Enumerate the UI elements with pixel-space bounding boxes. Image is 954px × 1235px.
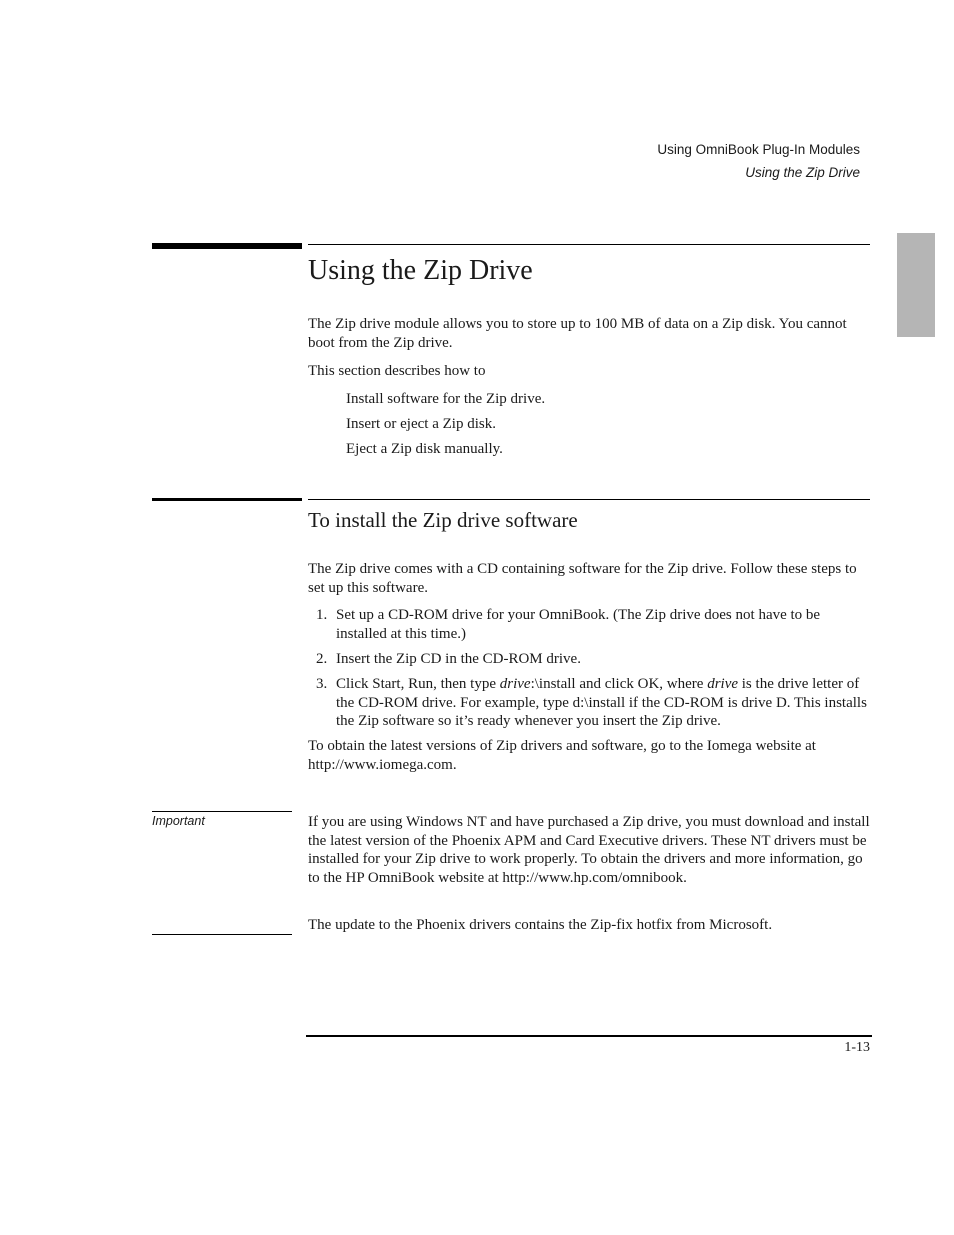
step-text: Set up a CD-ROM drive for your OmniBook. (The Zip drive does not have to be installed at this time.) [336,607,821,642]
running-header-section: Using the Zip Drive [745,165,860,180]
step-number: 3. [316,676,328,692]
step-text: Insert the Zip CD in the CD-ROM drive. [336,651,581,667]
important-bottom-rule [152,934,292,935]
running-header-chapter: Using OmniBook Plug-In Modules [657,142,860,157]
important-top-rule [152,811,292,812]
subsection-marker-bar [152,498,302,501]
step-text: Click Start, Run, then type drive:\install and click OK, where drive is the drive letter of the CD-ROM drive. For example, type d:\install if the CD-ROM is drive D. This installs the Zip software so it’s ready whenever you insert the Zip drive. [336,676,867,730]
section-marker-bar [152,243,302,249]
page-title: Using the Zip Drive [308,255,533,286]
list-item: Insert or eject a Zip disk. [346,416,496,432]
subsection-title: To install the Zip drive software [308,508,578,532]
important-note: The update to the Phoenix drivers contains the Zip-fix hotfix from Microsoft. [308,917,773,933]
outro-paragraph: To obtain the latest versions of Zip drivers and software, go to the Iomega website at http://www.iomega.com. [308,738,816,773]
intro-paragraph: The Zip drive module allows you to store up to 100 MB of data on a Zip disk. You cannot boot from the Zip drive. [308,316,847,351]
section-rule [308,244,870,245]
important-label: Important [152,814,205,828]
step-number: 1. [316,607,328,623]
page-number: 1-13 [844,1040,870,1055]
step-number: 2. [316,651,328,667]
important-paragraph: If you are using Windows NT and have purchased a Zip drive, you must download and install the latest version of the Phoenix APM and Card Executive drivers. These NT drivers must be installed for your Zip drive to work properly. To obtain the drivers and more information, go to the HP OmniBook website at http://www.hp.com/omnibook. [308,814,870,886]
subsection-rule [308,499,870,500]
describes-paragraph: This section describes how to [308,363,486,379]
list-item: Eject a Zip disk manually. [346,441,503,457]
chapter-thumb-tab [897,233,935,337]
footer-rule [306,1035,872,1037]
install-intro-paragraph: The Zip drive comes with a CD containing software for the Zip drive. Follow these steps to set up this software. [308,561,857,596]
list-item: Install software for the Zip drive. [346,391,546,407]
